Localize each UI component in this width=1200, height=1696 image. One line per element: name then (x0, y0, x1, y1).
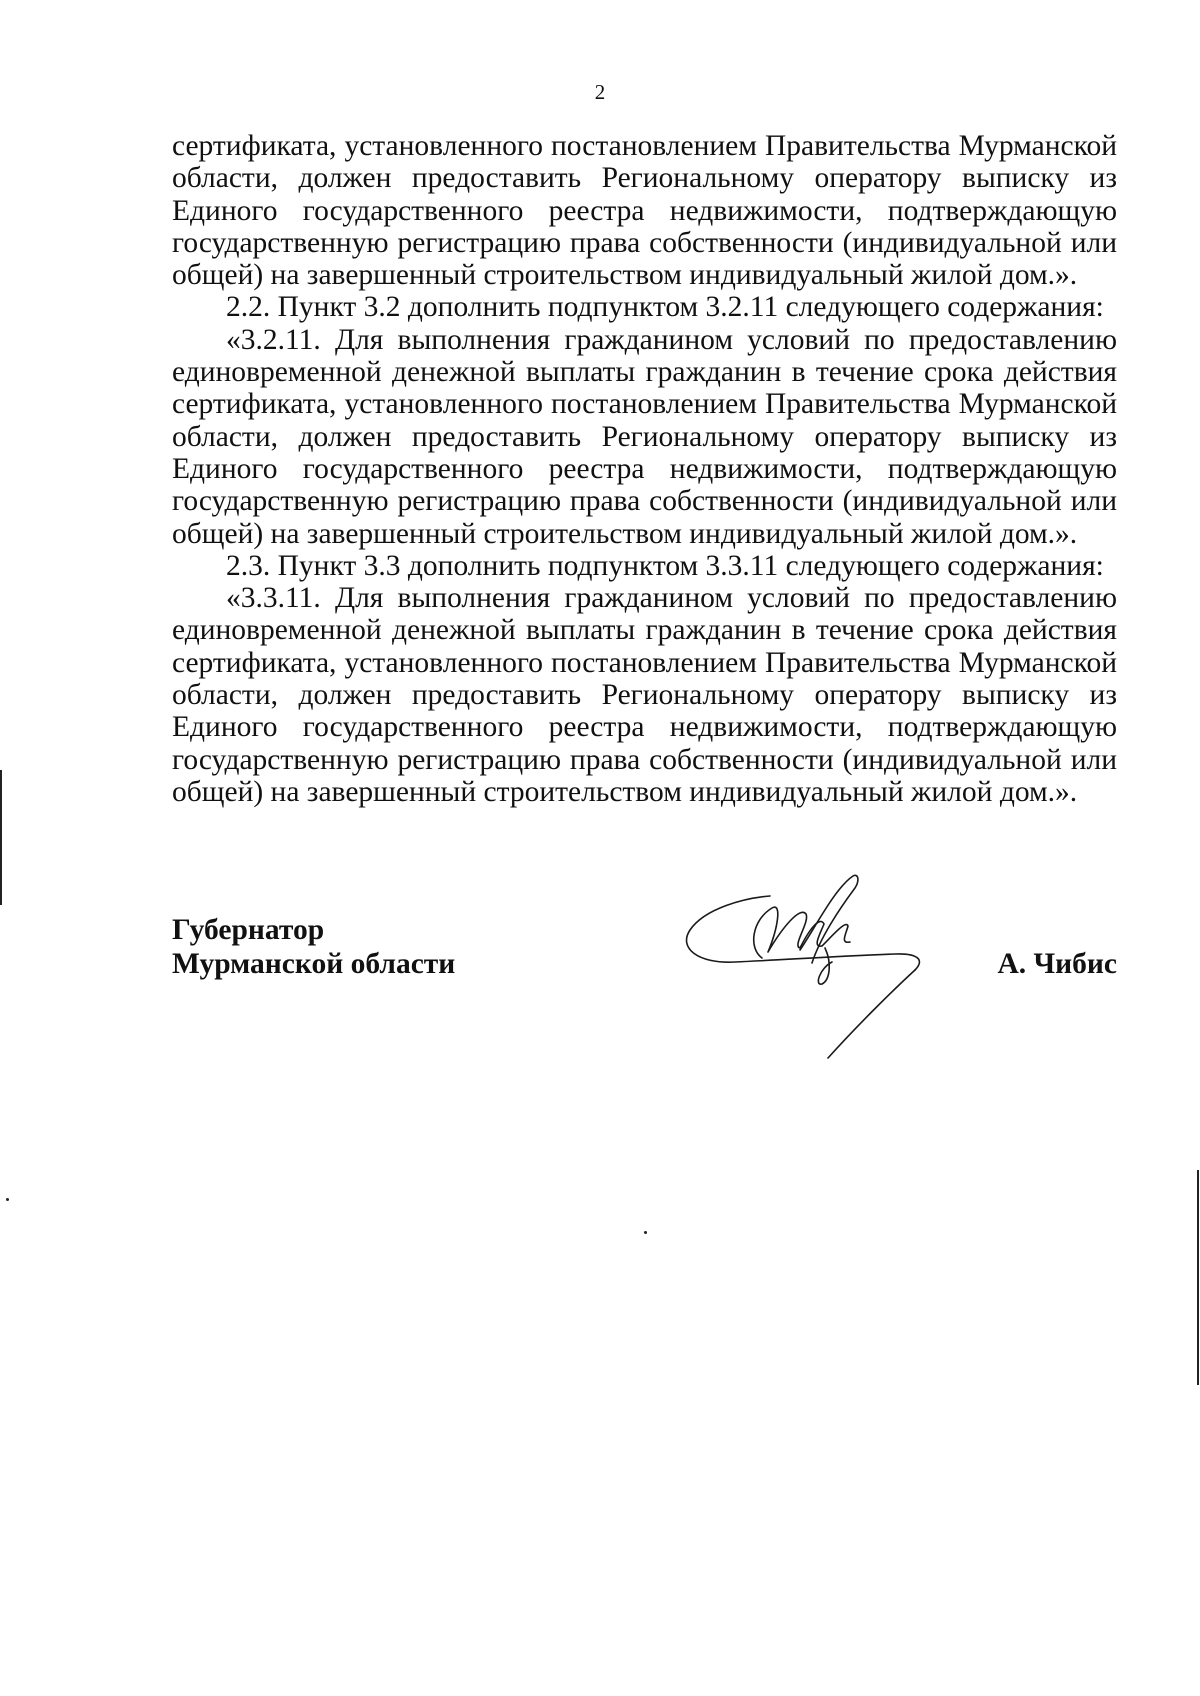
text-line: единовременной денежной выплаты гражданин в течение срока действия (172, 614, 1117, 647)
text-line: области, должен предоставить Региональному оператору выписку из Единого (172, 420, 1117, 485)
paragraph (172, 582, 1117, 808)
text-line: единовременной денежной выплаты гражданин в течение срока действия (172, 356, 1117, 389)
signature-block (172, 913, 1117, 1133)
paragraph (172, 550, 1117, 582)
text-line: общей) на завершенный строительством индивидуальный жилой дом.». (172, 517, 1078, 550)
signatory-name: А. Чибис (997, 948, 1117, 980)
text-line: сертификата, установленного постановлением Правительства Мурманской (172, 388, 1117, 421)
signature-tail-stroke (828, 970, 915, 1058)
handwritten-signature (650, 868, 950, 1088)
signatory-title-line2: Мурманской области (172, 948, 456, 980)
text-line: сертификата, установленного постановлением Правительства Мурманской (172, 130, 1117, 162)
text-line: области, должен предоставить Региональному оператору выписку из Единого (172, 679, 1117, 744)
text-line: сертификата, установленного постановлением Правительства Мурманской (172, 646, 1117, 679)
paragraph (172, 324, 1117, 550)
signature-loop-stroke (687, 896, 920, 970)
scan-edge-mark-right (1197, 1170, 1199, 1385)
scan-dot-left (6, 1198, 9, 1201)
text-line: «3.3.11. Для выполнения гражданином условий по предоставлению (226, 582, 1117, 615)
text-line: государственного реестра недвижимости, подтверждающую (302, 711, 1117, 744)
signature-upper-flourish (800, 875, 858, 963)
signatory-title-line1: Губернатор (172, 914, 325, 946)
text-line: области, должен предоставить Региональному оператору выписку из Единого (172, 162, 1117, 227)
text-line: государственную регистрацию права собственности (индивидуальной или (172, 226, 1117, 259)
text-line: 2.2. Пункт 3.2 дополнить подпунктом 3.2.11 следующего содержания: (226, 291, 1104, 324)
signatory-title (172, 913, 455, 981)
text-line: государственную регистрацию права собственности (индивидуальной или (172, 485, 1117, 518)
text-line: государственную регистрацию права собственности (индивидуальной или (172, 743, 1117, 776)
text-line: общей) на завершенный строительством индивидуальный жилой дом.». (172, 775, 1078, 808)
paragraph (172, 291, 1117, 323)
signature-lower-loop (818, 948, 832, 984)
text-line: государственного реестра недвижимости, подтверждающую (302, 194, 1117, 227)
paragraph (172, 130, 1117, 291)
text-line: общей) на завершенный строительством индивидуальный жилой дом.». (172, 259, 1078, 292)
document-body (172, 130, 1117, 808)
page-number: 2 (594, 80, 606, 104)
text-line: 2.3. Пункт 3.3 дополнить подпунктом 3.3.11 следующего содержания: (226, 549, 1104, 582)
scan-edge-mark-left (0, 770, 2, 905)
text-line: государственного реестра недвижимости, подтверждающую (302, 452, 1117, 485)
text-line: «3.2.11. Для выполнения гражданином условий по предоставлению (226, 323, 1117, 356)
scan-dot-center (644, 1231, 647, 1234)
